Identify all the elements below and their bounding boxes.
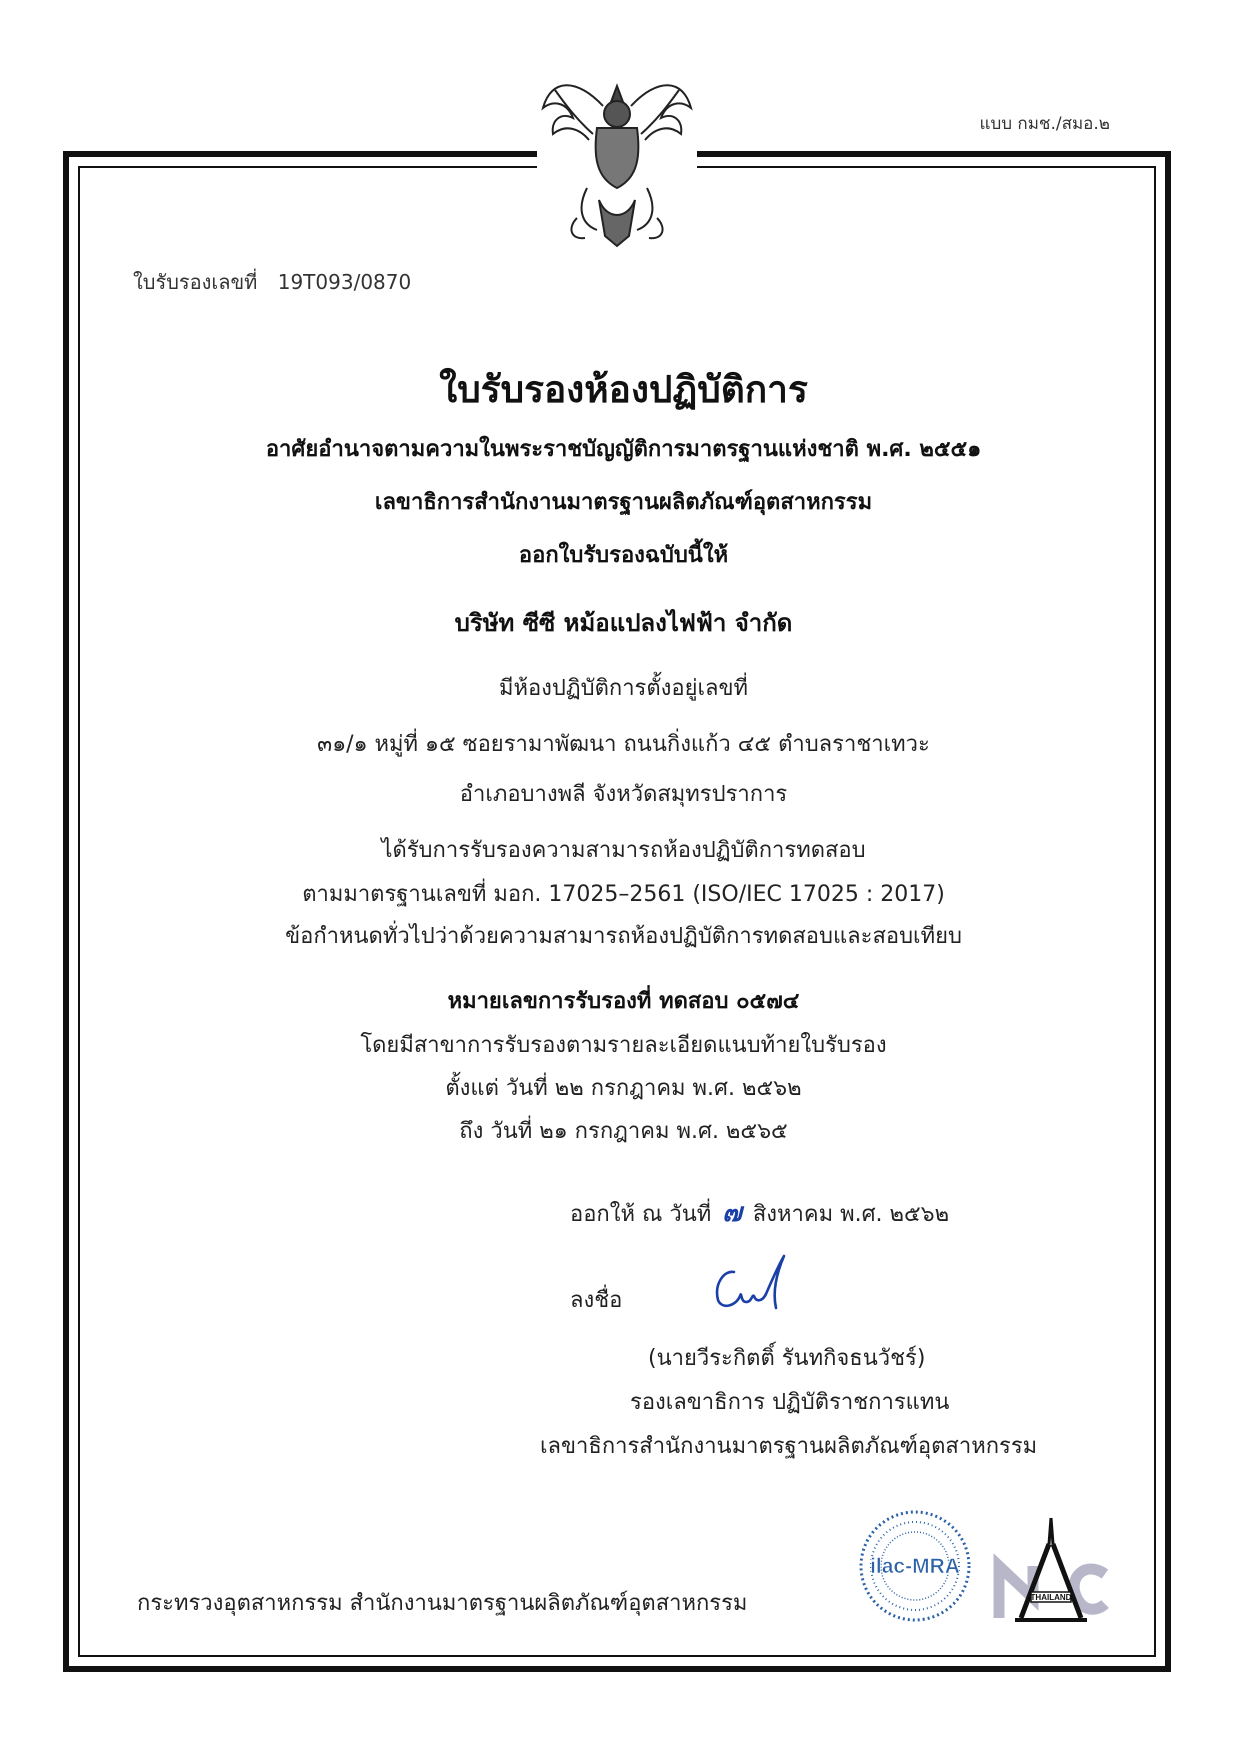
signatory-title: เลขาธิการสำนักงานมาตรฐานผลิตภัณฑ์อุตสาหกรรม <box>540 1434 1038 1459</box>
certificate-number-label: ใบรับรองเลขที่ <box>133 270 258 294</box>
accreditation-line-2: ตามมาตรฐานเลขที่ มอก. 17025–2561 (ISO/IEC 17025 : 2017) <box>302 882 945 907</box>
address-intro: มีห้องปฏิบัติการตั้งอยู่เลขที่ <box>498 676 749 701</box>
nac-thailand-logo <box>993 1514 1109 1626</box>
valid-from: ตั้งแต่ วันที่ ๒๒ กรกฎาคม พ.ศ. ๒๕๖๒ <box>445 1076 802 1101</box>
form-code: แบบ กมช./สมอ.๒ <box>979 114 1110 134</box>
nac-logo-text: THAILAND <box>1030 1593 1072 1602</box>
issue-date-prefix: ออกให้ ณ วันที่ <box>570 1202 712 1227</box>
address-line-1: ๓๑/๑ หมู่ที่ ๑๕ ซอยรามาพัฒนา ถนนกิ่งแก้ว ๔๕ ตำบลราชาเทวะ <box>317 732 930 757</box>
accreditation-number: หมายเลขการรับรองที่ ทดสอบ ๐๕๗๔ <box>447 989 800 1014</box>
company-name: บริษัท ซีซี หม้อแปลงไฟฟ้า จำกัด <box>454 609 793 637</box>
issue-date <box>570 1192 949 1233</box>
issue-to-line: ออกใบรับรองฉบับนี้ให้ <box>518 543 729 568</box>
scope-line: โดยมีสาขาการรับรองตามรายละเอียดแนบท้ายใบรับรอง <box>360 1033 887 1058</box>
certificate-number-value: 19T093/0870 <box>277 270 412 294</box>
certificate-number <box>133 266 411 298</box>
accreditation-line-3: ข้อกำหนดทั่วไปว่าด้วยความสามารถห้องปฏิบัติการทดสอบและสอบเทียบ <box>285 924 962 949</box>
signatory-position: รองเลขาธิการ ปฏิบัติราชการแทน <box>630 1390 950 1415</box>
signature-image <box>706 1250 786 1320</box>
accreditation-line-1: ได้รับการรับรองความสามารถห้องปฏิบัติการทดสอบ <box>381 838 866 863</box>
address-line-2: อำเภอบางพลี จังหวัดสมุทรปราการ <box>459 782 788 807</box>
authority-line: อาศัยอำนาจตามความในพระราชบัญญัติการมาตรฐานแห่งชาติ พ.ศ. ๒๕๕๑ <box>265 437 982 462</box>
valid-to: ถึง วันที่ ๒๑ กรกฎาคม พ.ศ. ๒๕๖๕ <box>459 1119 788 1144</box>
certificate-title: ใบรับรองห้องปฏิบัติการ <box>439 368 808 411</box>
garuda-emblem-icon <box>537 68 697 254</box>
issue-date-day: ๗ <box>722 1198 742 1228</box>
sign-label: ลงชื่อ <box>570 1288 623 1313</box>
signatory-name: (นายวีระกิตติ์ รันทกิจธนวัชร์) <box>648 1346 926 1371</box>
ilac-mra-logo <box>857 1508 973 1624</box>
footer-ministry: กระทรวงอุตสาหกรรม สำนักงานมาตรฐานผลิตภัณฑ์อุตสาหกรรม <box>137 1591 748 1616</box>
issuer-line: เลขาธิการสำนักงานมาตรฐานผลิตภัณฑ์อุตสาหกรรม <box>374 490 873 515</box>
ilac-logo-text: ilac-MRA <box>870 1555 960 1578</box>
issue-date-suffix: สิงหาคม พ.ศ. ๒๕๖๒ <box>752 1202 950 1227</box>
